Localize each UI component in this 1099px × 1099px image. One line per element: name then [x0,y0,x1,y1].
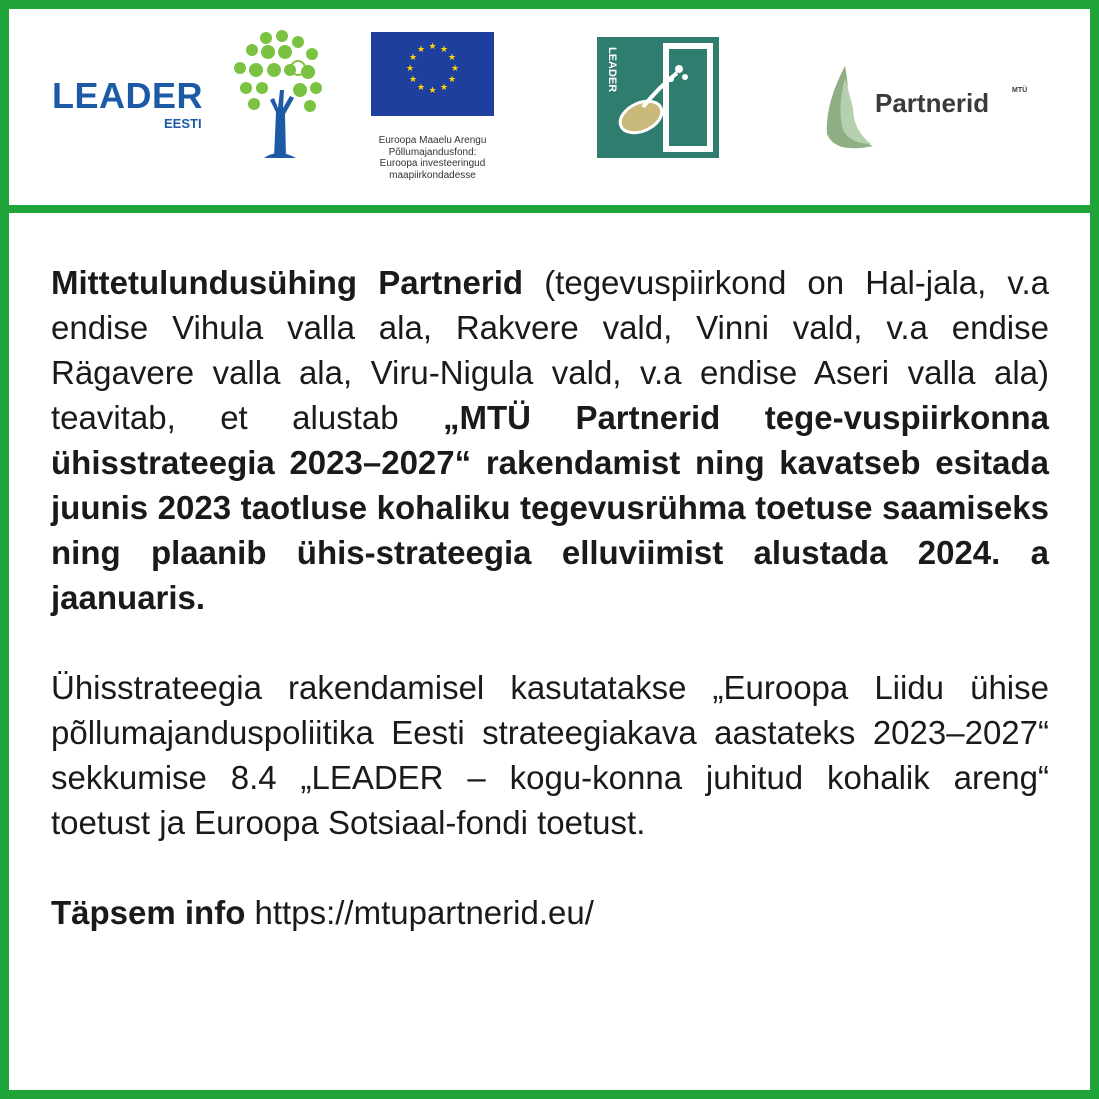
leader-eesti-word: LEADER [52,75,204,116]
announcement-paragraph [51,260,1049,620]
svg-text:★: ★ [447,75,457,85]
partnerid-word: Partnerid [875,88,990,118]
header-divider [0,205,1099,213]
org-name: Mittetulundusühing Partnerid [51,264,524,301]
info-url-link[interactable]: https://mtupartnerid.eu/ [245,894,594,931]
svg-text:★: ★ [408,53,418,63]
leader-green-logo [597,37,719,158]
eu-caption-line: Põllumajandusfond: [388,146,477,158]
svg-text:★: ★ [405,64,415,74]
svg-text:★: ★ [447,53,457,63]
svg-text:★: ★ [416,83,426,93]
mtu-superscript: MTÜ [1012,87,1028,94]
svg-text:★: ★ [408,75,418,85]
svg-text:★: ★ [450,64,460,74]
tree-icon [230,30,326,160]
svg-text:★: ★ [439,45,449,55]
svg-text:★: ★ [428,86,437,96]
leader-eesti-logo [52,75,212,138]
eu-caption-line: Euroopa investeeringud [379,158,486,169]
svg-text:★: ★ [439,83,449,93]
leaf-icon [815,64,875,156]
strategy-statement: „MTÜ Partnerid tege-vuspiirkonna ühisstrateegia 2023–2027“ rakendamist ning kavatseb esitada juunis 2023 taotluse kohaliku tegevusrühma toetuse saamiseks ning plaanib ühis-strateegia elluviimist alustada 2024. a jaanuaris. [51,399,1049,616]
svg-text:★: ★ [428,42,437,52]
eu-flag-icon [371,32,494,116]
leader-vertical-text: LEADER [606,47,618,93]
eu-caption-line: Euroopa Maaelu Arengu [378,135,487,146]
intro-text: (tegevuspiirkond on Hal-jala, v.a endise Vihula valla ala, Rakvere vald, Vinni vald, v.a endise Rägavere valla ala, Viru-Nigula vald, v.a endise Aseri valla ala) teavitab, et alustab [51,264,1049,436]
eu-fund-caption [360,135,505,181]
announcement-text [51,260,1049,935]
svg-text:★: ★ [416,45,426,55]
info-line [51,890,1049,935]
eu-caption-line: maapiirkondadesse [389,169,476,181]
partnerid-logo [815,60,1040,160]
info-label: Täpsem info [51,894,246,931]
funding-paragraph: Ühisstrateegia rakendamisel kasutatakse „Euroopa Liidu ühise põllumajanduspoliitika Eesti strateegiakava aastateks 2023–2027“ sekkumise 8.4 „LEADER – kogu-konna juhitud kohalik areng“ toetust ja Euroopa Sotsiaal-fondi toetust. [51,669,1049,841]
eesti-word: EESTI [164,116,202,131]
